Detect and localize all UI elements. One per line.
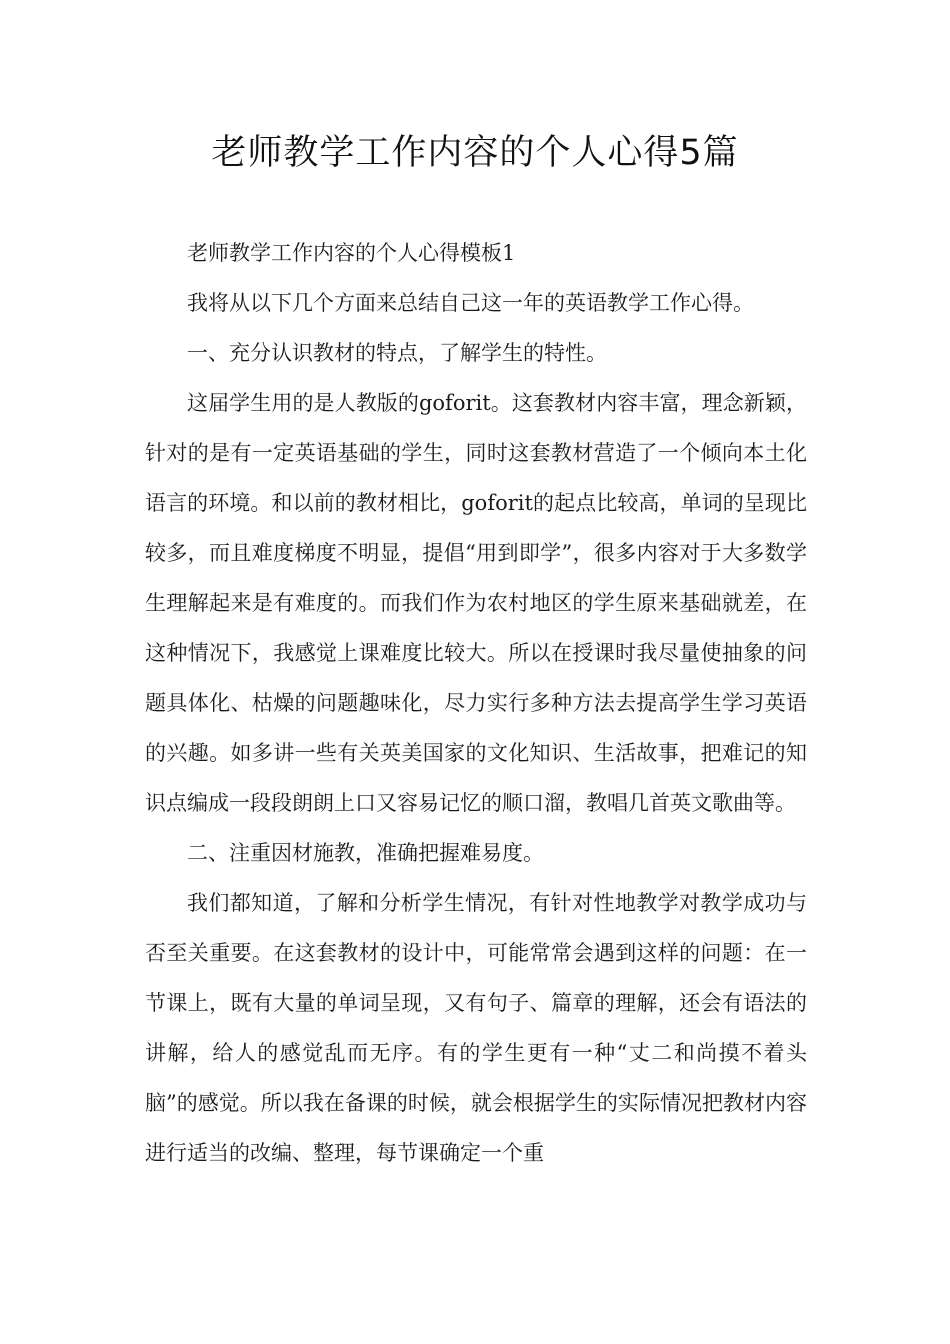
section-heading: 二、注重因材施教，准确把握难易度。 [187, 841, 544, 865]
document-body [145, 228, 807, 1178]
section-heading: 一、充分认识教材的特点，了解学生的特性。 [187, 341, 607, 365]
section-heading: 老师教学工作内容的个人心得模板1 [187, 241, 516, 265]
paragraph: 我将从以下几个方面来总结自己这一年的英语教学工作心得。 [187, 291, 754, 315]
paragraph: 这届学生用的是人教版的goforit。这套教材内容丰富，理念新颖，针对的是有一定英语基础的学生，同时这套教材营造了一个倾向本土化语言的环境。和以前的教材相比，goforit的起点比较高，单词的呈现比较多，而且难度梯度不明显，提倡“用到即学”，很多内容对于大多数学生理解起来是有难度的。而我们作为农村地区的学生原来基础就差，在这种情况下，我感觉上课难度比较大。所以在授课时我尽量使抽象的问题具体化、枯燥的问题趣味化，尽力实行多种方法去提高学生学习英语的兴趣。如多讲一些有关英美国家的文化知识、生活故事，把难记的知识点编成一段段朗朗上口又容易记忆的顺口溜，教唱几首英文歌曲等。 [145, 391, 807, 815]
paragraph: 我们都知道，了解和分析学生情况，有针对性地教学对教学成功与否至关重要。在这套教材的设计中，可能常常会遇到这样的问题：在一节课上，既有大量的单词呈现，又有句子、篇章的理解，还会有语法的讲解，给人的感觉乱而无序。有的学生更有一种“丈二和尚摸不着头脑”的感觉。所以我在备课的时候，就会根据学生的实际情况把教材内容进行适当的改编、整理，每节课确定一个重 [145, 891, 807, 1165]
document-title: 老师教学工作内容的个人心得5篇 [211, 133, 739, 173]
